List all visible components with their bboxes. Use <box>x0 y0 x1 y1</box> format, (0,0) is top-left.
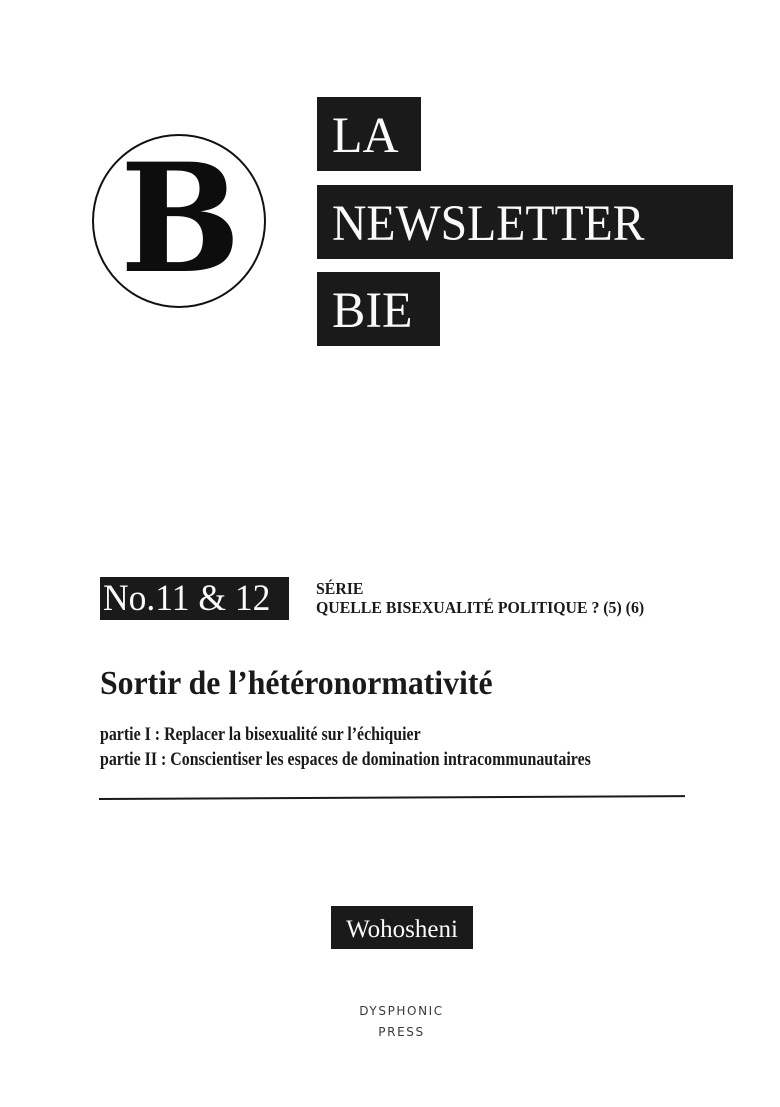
issue-number: No.11 & 12 <box>103 578 271 619</box>
masthead-text: NEWSLETTER <box>332 195 645 252</box>
publisher-line-2: PRESS <box>378 1024 425 1040</box>
part-two: partie II : Conscientiser les espaces de domination intracommunautaires <box>100 750 591 770</box>
masthead-line-la <box>317 97 421 171</box>
logo-circle <box>92 131 266 308</box>
masthead-text: LA <box>332 107 399 164</box>
masthead-line-newsletter <box>317 185 733 259</box>
masthead-line-bie <box>317 272 440 346</box>
article-parts <box>100 723 671 773</box>
masthead-text: BIE <box>332 282 413 339</box>
series-title: QUELLE BISEXUALITÉ POLITIQUE ? (5) (6) <box>316 598 645 617</box>
article-title: Sortir de l’hétéronormativité <box>100 665 493 702</box>
series-label: SÉRIE <box>316 579 364 598</box>
publisher-logo <box>330 1001 473 1043</box>
circle-b-logo-icon: B <box>119 131 239 307</box>
series-heading <box>316 579 669 617</box>
divider-rule <box>99 795 685 800</box>
author-badge <box>331 906 473 949</box>
publisher-line-1: DYSPHONIC <box>359 1003 444 1019</box>
issue-number-badge <box>100 577 289 620</box>
part-one: partie I : Replacer la bisexualité sur l’échiquier <box>100 725 421 745</box>
author-name: Wohosheni <box>346 916 458 943</box>
